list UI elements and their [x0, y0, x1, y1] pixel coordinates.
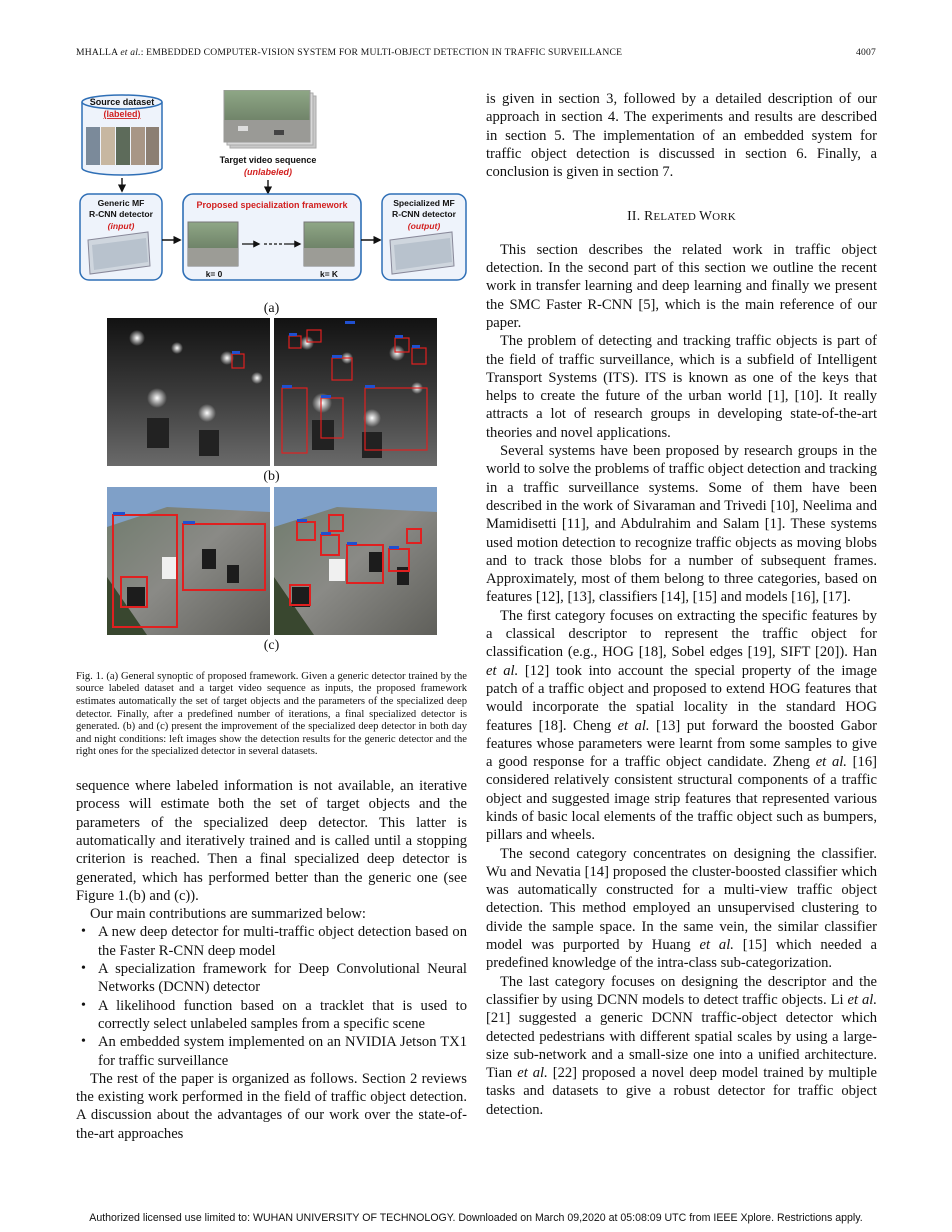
generic-line2: R-CNN detector [89, 209, 153, 219]
right-paragraph-2: The problem of detecting and tracking traffic objects is part of the field of traffic surveillance, which is a subfield of Intelligent Transport Systems (ITS). ITS is known as one of the keys that helps to create the future of the urban world [1], [10]. It really attracts a lot of research groups in developing state-of-the-art theories and novel applications. [486, 333, 877, 441]
right-column [486, 90, 877, 1119]
running-title: MHALLA et al.: EMBEDDED COMPUTER-VISION SYSTEM FOR MULTI-OBJECT DETECTION IN TRAFFIC SURVEILLANCE [76, 47, 623, 58]
contribution-item: • An embedded system implemented on an NVIDIA Jetson TX1 for traffic surveillance [76, 1033, 467, 1070]
target-video-label: Target video sequence [219, 155, 317, 165]
left-column [76, 90, 467, 1143]
right-paragraph-5: The second category concentrates on designing the classifier. Wu and Nevatia [14] proposed the cluster-boosted classifier which was automatically constructed for a multi-view traffic object detection. This method employed an unsupervised clustering to divide the sample space. In the same vein, the similar classifier model was purported by Huang et al. [15] which needed a predefined knowledge of the intra-class sub-categorization. [486, 845, 877, 972]
contribution-item: • A likelihood function based on a tracklet that is used to correctly select unlabeled samples from a specific scene [76, 997, 467, 1034]
contribution-item: • A new deep detector for multi-traffic object detection based on the Faster R-CNN deep model [76, 923, 467, 960]
figure-label-c: (c) [263, 637, 280, 653]
figure-caption: Fig. 1. (a) General synoptic of proposed framework. Given a generic detector trained by the source labeled dataset and a target video sequence as inputs, the proposed framework estimates automatically the set of target objects and the parameters of the specialized deep detector. Finally, after a predefined number of iterations, a final specialized detector is generated. (b) and (c) present the improvement of the specialized deep detector in both day and night conditions: left images show the detection results for the generic detector and the right ones for the specialized detector in several datasets. [76, 670, 467, 758]
right-paragraph-3: Several systems have been proposed by research groups in the world to solve the problems of traffic object detection and tracking in a traffic surveillance systems. Some of them have been described in the work of Sivaraman and Trivedi [10], Neelima and Mamidisetti [11], and Abdulrahim and Salam [1]. These systems used motion detection to recognize traffic objects as moving blobs and to track those blobs for a number of subsequent frames. Approximately, most of them belong to three categories, based on features [12], [13], classifiers [14], [15] and models [16], [17]. [486, 443, 877, 606]
source-dataset-cylinder [82, 95, 162, 175]
source-dataset-label: Source dataset [89, 97, 155, 107]
left-paragraph-3: The rest of the paper is organized as follows. Section 2 reviews the existing work performed in the field of traffic object detection. A discussion about the advantages of our work over the state-of-the-art approaches [76, 1070, 467, 1142]
right-paragraph-6: The last category focuses on designing the descriptor and the classifier by using DCNN models to detect traffic objects. Li et al. [21] suggested a generic DCNN traffic-object detector which detected pedestrians with different spatial scales by using a large-size sub-network and a small-size one into a unified architecture. Tian et al. [22] proposed a novel deep model trained by multiple tasks and datasets to give a robust detector for traffic object detection. [486, 973, 877, 1118]
specialized-line1: Specialized MF [393, 198, 455, 208]
target-video-stack [224, 90, 316, 148]
framework-label: Proposed specialization framework [196, 200, 348, 210]
figure-1a-diagram [78, 90, 469, 298]
specialized-line2: R-CNN detector [392, 209, 456, 219]
output-label: (output) [407, 221, 441, 231]
generic-line1: Generic MF [97, 198, 145, 208]
contribution-item: • A specialization framework for Deep Convolutional Neural Networks (DCNN) detector [76, 960, 467, 997]
section-heading: II. RELATED WORK [627, 208, 736, 224]
right-paragraph-1: This section describes the related work in traffic object detection. In the second part of this section we outline the recent work in transfer learning and deep learning and finally we present the SMC Faster R-CNN [5], which is the main reference of our paper. [486, 241, 877, 331]
figure-label-b: (b) [263, 469, 280, 485]
figure-label-a: (a) [263, 301, 280, 316]
figure-1b-night-image [107, 318, 437, 466]
right-paragraph-0: is given in section 3, followed by a detailed description of our approach in section 4. The experiments and results are described in section 5. The implementation of an embedded system for traffic object detection is discussed in section 6. Finally, a conclusion is given in section 7. [486, 91, 877, 181]
contributions-list [76, 923, 467, 1069]
left-paragraph-1: sequence where labeled information is not available, an iterative process will estimate both the set of target objects and the parameters of the specialized deep detector. This latter is automatically and iteratively trained and is called until a stopping criterion is reached. Then a final specialized deep detector is generated, which has performed better than the generic one (see Figure 1.(b) and (c)). [76, 778, 467, 904]
k0-label: k= 0 [205, 269, 223, 279]
labeled-label: (labeled) [103, 109, 141, 119]
figure-1c-day-image [107, 487, 437, 635]
unlabeled-label: (unlabeled) [243, 167, 293, 177]
license-footer: Authorized licensed use limited to: WUHAN UNIVERSITY OF TECHNOLOGY. Downloaded on March 09,2020 at 05:08:09 UTC from IEEE Xplore. Restrictions apply. [89, 1212, 863, 1224]
running-header [76, 47, 876, 58]
page-number: 4007 [856, 47, 876, 58]
right-paragraph-4: The first category focuses on extracting the specific features by a classical descriptor to represent the traffic object for classification (e.g., HOG [18], Sobel edges [19], SIFT [20]). Han et al. [12] took into account the special property of the image patch of a traffic object and proposed to extend HOG features that would incorporate the spatial locality in the standard HOG features [18]. Cheng et al. [13] put forward the boosted Gabor features whose parameters were learnt from some samples to give a good response for a traffic object candidate. Zheng et al. [16] considered relatively consistent structural components of a traffic object and suggested image strip features that represented various kinds of basic local elements of the traffic object such as bumpers, pillars and wheels. [486, 607, 877, 844]
input-label: (input) [107, 221, 135, 231]
left-paragraph-2: Our main contributions are summarized below: [90, 906, 366, 923]
kK-label: k= K [320, 269, 338, 279]
